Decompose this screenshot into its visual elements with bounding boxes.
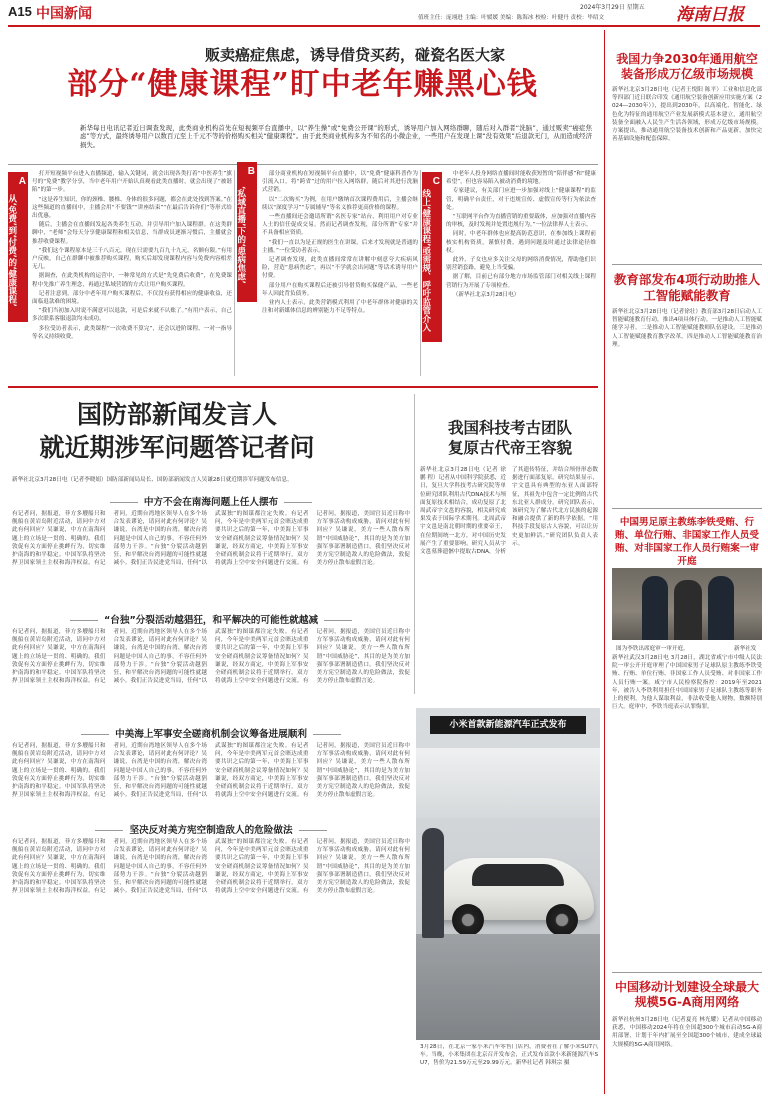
photo-caption-banner: 小米首款新能源汽车正式发布 — [430, 716, 586, 734]
lead-column-1: 打开短视频平台进入直播频道，输入关键词，就会出现各类打着“中医养生”旗号的“免费”教学分享，当中老年用户开始认真观看此类直播时，就会出现了“被谐陷”的第一步。 “这是养生知识，你的颈椎、腰椎、身体的很多问题，都会在此处找到答案。”在这些频道的直播间中，主播会用“不要钱”“讲座结束”“在最后告诉你们”等形式给出优惠。 随后，主播会在直播间发起各类养生互动，并引导用户加入课程群。在这类群聊中，“老师”会每天分享健康课程和相关信息，当群成员逐渐习惯后，主播就会推荐收费课程。 “我们这个课程原本是三千八百元，现在只需要九百九十九元，名额有限。”有用户反映，自己在群聊中被推荐购买课程，购买后却发现课程内容与免费内容相差无几。 据调查，在此类机构的运营中，一种常见的方式是“先免费后收费”，在免费课程中先推广养生理念，再通过私域营销的方式让用户购买课程。 记者注意到，部分中老年用户购买课程后，不仅没有获得相应的健康收益，还面临退款难的困境。 “我们当初加入时说不满意可以退款，可是后来就不认账了。”有用户表示，自己多次联系客服退款均未成功。 多位受访者表示，此类课程“一次收费不算完”，还会以进阶课程、一对一指导等名义持续收费。 — [32, 171, 232, 340]
courtroom-photo — [612, 568, 762, 640]
court-officer-right — [708, 576, 734, 640]
masthead — [0, 0, 768, 26]
defense-subhead-2: “台独”分裂活动越猖狂，和平解决的可能性就越减 — [12, 612, 410, 626]
center-divider — [414, 394, 415, 694]
lead-headline: 部分“健康课程”盯中老年赚黑心钱 — [67, 67, 538, 102]
court-officer-left — [642, 576, 668, 640]
china-mobile-body: 新华社杭州3月28日电（记者夏亮 林光耀）记者从中国移动获悉，中国移动2024年将在全国超300个城市启动5G-A商用部署，计划于年内扩展至全国超300个城市，建成全球最大规模的5G-A商用网络。 — [612, 1017, 762, 1048]
defense-subhead-1: 中方不会在南海问题上任人摆布 — [12, 494, 410, 508]
defense-body-2: 有记者问，据报道，菲方多艘船只和舰船在黄岩岛附近活动，请问中方对此有何回应？吴谦说，中方在南海问题上的立场是一贯的、明确的。我们敦促有关方面停止挑衅行为，切实维护南海的和平稳定。中国军队将坚决捍卫国家领土主权和海洋权益。有记者问，近期台湾地区领导人在多个场合发表谬论，请问对此有何评论？吴谦说，台湾是中国的台湾，解决台湾问题是中国人自己的事，不容任何外部势力干涉。“台独”分裂活动越猖狂，和平解决台湾问题的可能性就越减小。我们正告民进党当局，任何“以武谋独”的图谋都注定失败。有记者问，今年是中美两军元首会晤达成重要共识之后的第一年，中美海上军事安全磋商机制会议筹备情况如何？吴谦说，经双方商定，中美海上军事安全磋商机制会议将于近期举行，双方将就海上空中安全问题进行交流。有记者问，据报道，美国官员近日称中方军事活动构成威胁，请问对此有何回应？吴谦说，美方一些人散布所谓“中国威胁论”，其目的是为美方加强军事部署制造借口。我们坚决反对美方宪空制造敌人的危险做法，敦促美方停止散布虚假言论。 — [12, 629, 410, 685]
editor-credits: 值班主任：庞翊进 主编：叶媛媛 美编：陈海冰 校检：叶健丹 责校：毕绍文 — [418, 15, 605, 21]
car-caption: 3月28日，在北京一家小米汽车零售门店内，消费者在了解小米SU7汽车。当晚，小米集团在北京召开发布会，正式发布首款小米新能源汽车SU7，售价为21.59万元至29.99万元。新华社记者 韩琪宗 摄 — [420, 1044, 598, 1066]
li-tie-trial-title: 中国男足原主教练李铁受贿、行贿、单位行贿、非国家工作人员受贿、对非国家工作人员行贿案一审开庭 — [615, 517, 759, 567]
car-photo — [416, 708, 600, 1040]
defense-subhead-3: 中美海上军事安全磋商机制会议筹备进展顺利 — [12, 726, 410, 740]
page-number: A15 — [8, 4, 32, 19]
li-tie-trial-body: 新华社武汉3月28日电 3月28日，湖北省咸宁市中级人民法院一审公开开庭审理了中国国家男子足球队原主教练李铁受贿、行贿、单位行贿、非国家工作人员受贿、对非国家工作人员行贿一案。咸宁市人民检察院指控：2019年至2021年，被告人李铁利用担任中国国家男子足球队主教练等职务上的便利，为他人谋取利益，非法收受他人财物，数额特别巨大。庭审中，李铁当庭表示认罪悔罪。 — [612, 655, 762, 711]
showroom-window — [416, 748, 600, 818]
ai-education-body: 新华社北京3月28日电（记者徐壮）教育部3月28日启动人工智能赋能教育行动，推出4项具体行动。一是推动人工智能赋能学习者。二是推动人工智能赋能教师队伍建设。三是推动人工智能赋能教育教学改革。四是推动人工智能赋能教育治理。 — [612, 309, 762, 348]
section-c-label: C 线上‘健康课程’亟需规、呼吁监管介入 — [422, 172, 442, 342]
lead-bottom-rule — [8, 386, 598, 388]
ai-education-title: 教育部发布4项行动助推人工智能赋能教育 — [613, 272, 761, 303]
right-rule-1 — [612, 264, 762, 265]
right-column-divider — [604, 30, 605, 1094]
courtroom-caption-left: 图为李铁出席庭审一审开庭。 — [616, 646, 689, 652]
lead-kicker: 贩卖癌症焦虑，诱导借贷买药，碰瓷名医大家 — [204, 46, 505, 64]
defense-body-1: 有记者问，据报道，菲方多艘船只和舰船在黄岩岛附近活动，请问中方对此有何回应？吴谦说，中方在南海问题上的立场是一贯的、明确的。我们敦促有关方面停止挑衅行为，切实维护南海的和平稳定。中国军队将坚决捍卫国家领土主权和海洋权益。有记者问，近期台湾地区领导人在多个场合发表谬论，请问对此有何评论？吴谦说，台湾是中国的台湾，解决台湾问题是中国人自己的事，不容任何外部势力干涉。“台独”分裂活动越猖狂，和平解决台湾问题的可能性就越减小。我们正告民进党当局，任何“以武谋独”的图谋都注定失败。有记者问，今年是中美两军元首会晤达成重要共识之后的第一年，中美海上军事安全磋商机制会议筹备情况如何？吴谦说，经双方商定，中美海上军事安全磋商机制会议将于近期举行，双方将就海上空中安全问题进行交流。有记者问，据报道，美国官员近日称中方军事活动构成威胁，请问对此有何回应？吴谦说，美方一些人散布所谓“中国威胁论”，其目的是为美方加强军事部署制造借口。我们坚决反对美方宪空制造敌人的危险做法，敦促美方停止散布虚假言论。 — [12, 511, 410, 567]
archaeology-body: 新华社北京3月28日电（记者 徐 鹏 程）记者从中国科学院获悉，近日，复旦大学科技考古研究院等单位研究团队利用古代DNA技术与颅面复原技术相结合，成功复原了北周武帝宇文邕的容貌，相关研究成果发表于国际学术期刊。北周武帝宇文邕是南北朝时期的重要帝王，在位期间统一北方，对中国历史发展产生了重要影响。研究人员从宇文邕墓葬遗骸中提取古DNA，分析了其遗传特征，并结合颅骨形态数据进行面部复原。研究结果显示，宇文邕具有典型的东亚人面部特征，其祖先中包含一定比例的古代东北亚人群成分。研究团队表示，该研究为了解古代北方民族的起源和融合提供了新的科学依据。“用科技手段复原古人容貌，可以让历史更加鲜活。”研究团队负责人表示。 — [420, 467, 598, 556]
defendant-figure — [674, 580, 702, 640]
lead-intro: 新华每日电讯记者近日调查发现，此类商业机构首先在短视频平台直播中，以“养生操”或“免费公开课”的形式，诱导用户加入网络群聊，随后对入群者“洗脑”，通过贩卖“癌症焦虑”等方式，最终诱导用户以数百元至上千元不等的价格购买相关“健康课程”。由于此类商业机构多为不知名的小微企业，一些用户在发现上课“没有效果”后退款无门，从而造成经济损失。 — [80, 124, 592, 149]
defense-dateline: 新华社北京3月28日电（记者李晓娟）国防部新闻局局长、国防部新闻发言人吴谦28日就近期涉军问题发布信息。 — [12, 477, 293, 483]
newspaper-logo: 海南日报 — [676, 5, 744, 25]
floor-shadow — [416, 934, 600, 1040]
lead-column-3: 中老年人投身网络直播间时能收获短暂的“陪伴感”和“健康希望”，但也容易陷入被动消费的境地。 专家建议，有关部门应进一步加强对线上“健康课程”的监管，明确平台责任，对于违规宣传、虚假宣传等行为依法查处。 “互联网平台作为直播营销的重要载体，应加强对直播内容的审核，及时发现并处置违规行为。”一位法律界人士表示。 同时，中老年群体也应提高防范意识，在参加线上课程前核实机构资质，谨慎付费，遇到问题及时通过法律途径维权。 此外，子女也应多关注父母的网络消费情况，帮助他们识别营销套路，避免上当受骗。 据了解，目前已有部分地方市场监管部门对相关线上课程营销行为开展了专项检查。 （新华社北京3月28日电） — [446, 171, 596, 298]
defense-subhead-4: 坚决反对美方宪空制造敌人的危险做法 — [12, 822, 410, 836]
defense-body-3: 有记者问，据报道，菲方多艘船只和舰船在黄岩岛附近活动，请问中方对此有何回应？吴谦说，中方在南海问题上的立场是一贯的、明确的。我们敦促有关方面停止挑衅行为，切实维护南海的和平稳定。中国军队将坚决捍卫国家领土主权和海洋权益。有记者问，近期台湾地区领导人在多个场合发表谬论，请问对此有何评论？吴谦说，台湾是中国的台湾，解决台湾问题是中国人自己的事，不容任何外部势力干涉。“台独”分裂活动越猖狂，和平解决台湾问题的可能性就越减小。我们正告民进党当局，任何“以武谋独”的图谋都注定失败。有记者问，今年是中美两军元首会晤达成重要共识之后的第一年，中美海上军事安全磋商机制会议筹备情况如何？吴谦说，经双方商定，中美海上军事安全磋商机制会议将于近期举行，双方将就海上空中安全问题进行交流。有记者问，据报道，美国官员近日称中方军事活动构成威胁，请问对此有何回应？吴谦说，美方一些人散布所谓“中国威胁论”，其目的是为美方加强军事部署制造借口。我们坚决反对美方宪空制造敌人的危险做法，敦促美方停止散布虚假言论。 — [12, 743, 410, 799]
aviation-body: 新华社北京3月28日电（记者王悦阳 陈平）工业和信息化部等四部门近日联合印发《通用航空装备创新应用实施方案（2024—2030年）》，提出到2030年，以高端化、智能化、绿色化为特征的通用航空产业发展新模式基本建立，通用航空装备全面融入人民生产生活各领域，形成万亿级市场规模。方案提出，推动通用航空装备技术创新和产品更新，加快完善基础设施和配套保障。 — [612, 87, 762, 143]
masthead-rule — [8, 25, 760, 27]
car-wheel-front — [452, 904, 484, 936]
date-line: 2024年3月29日 星期五 — [580, 4, 645, 11]
china-mobile-title: 中国移动计划建设全球最大规模5G-A商用网络 — [614, 980, 759, 1009]
right-rule-3 — [612, 972, 762, 973]
archaeology-headline: 我国科技考古团队 复原古代帝王容貌 — [447, 418, 572, 457]
aviation-title: 我国力争2030年通用航空装备形成万亿级市场规模 — [616, 52, 758, 81]
right-rule-2 — [612, 508, 762, 509]
defense-body-4: 有记者问，据报道，菲方多艘船只和舰船在黄岩岛附近活动，请问中方对此有何回应？吴谦说，中方在南海问题上的立场是一贯的、明确的。我们敦促有关方面停止挑衅行为，切实维护南海的和平稳定。中国军队将坚决捍卫国家领土主权和海洋权益。有记者问，近期台湾地区领导人在多个场合发表谬论，请问对此有何评论？吴谦说，台湾是中国的台湾，解决台湾问题是中国人自己的事，不容任何外部势力干涉。“台独”分裂活动越猖狂，和平解决台湾问题的可能性就越减小。我们正告民进党当局，任何“以武谋独”的图谋都注定失败。有记者问，今年是中美两军元首会晤达成重要共识之后的第一年，中美海上军事安全磋商机制会议筹备情况如何？吴谦说，经双方商定，中美海上军事安全磋商机制会议将于近期举行，双方将就海上空中安全问题进行交流。有记者问，据报道，美国官员近日称中方军事活动构成威胁，请问对此有何回应？吴谦说，美方一些人散布所谓“中国威胁论”，其目的是为美方加强军事部署制造借口。我们坚决反对美方宪空制造敌人的危险做法，敦促美方停止散布虚假言论。 — [12, 839, 410, 895]
lead-divider — [8, 164, 598, 165]
car-windows — [472, 864, 564, 886]
section-name: 中国新闻 — [36, 6, 92, 22]
visitor-figure — [422, 828, 444, 938]
defense-headline: 国防部新闻发言人 就近期涉军问题答记者问 — [39, 400, 315, 462]
lead-col-sep-2 — [420, 170, 421, 376]
car-wheel-rear — [546, 904, 578, 936]
lead-column-2: 部分商业机构在短视频平台直播中，以“免费”健康科普作为引流入口，将“跨省”过的用户拉入网络群，随后对其进行洗脑式营销。 以“二次购买”为例，在用户缴纳首次课程费用后，主播会继续以“深度学习”“专属辅导”等名义推荐更高价格的课程。 一些直播间还会邀请所谓“名医专家”站台，利用用户对专业人士的信任促成交易。然而记者调查发现，部分所谓“专家”并不具备相应资质。 “我们一直以为是正规的医生在讲课，后来才发现就是普通的主播。”一位受访者表示。 记者调查发现，此类直播间常常在讲解中刻意夸大疾病风险，营造“患病焦虑”，再以“不学就会出问题”等话术诱导用户付费。 部分用户在购买课程后还被引导借贷购买保健产品，一些老年人因此背负债务。 业内人士表示，此类营销模式利用了中老年群体对健康的关注和对新媒体信息的辨别能力不足等特点。 — [262, 171, 418, 315]
section-a-label: A 从‘免费’到‘付费’的‘健康课程’ — [8, 172, 28, 322]
section-b-label: B ‘私域直播’下的‘患病焦虑’ — [237, 162, 257, 302]
courtroom-caption-right: 新华社发 — [734, 646, 757, 652]
lead-col-sep-1 — [234, 170, 235, 376]
